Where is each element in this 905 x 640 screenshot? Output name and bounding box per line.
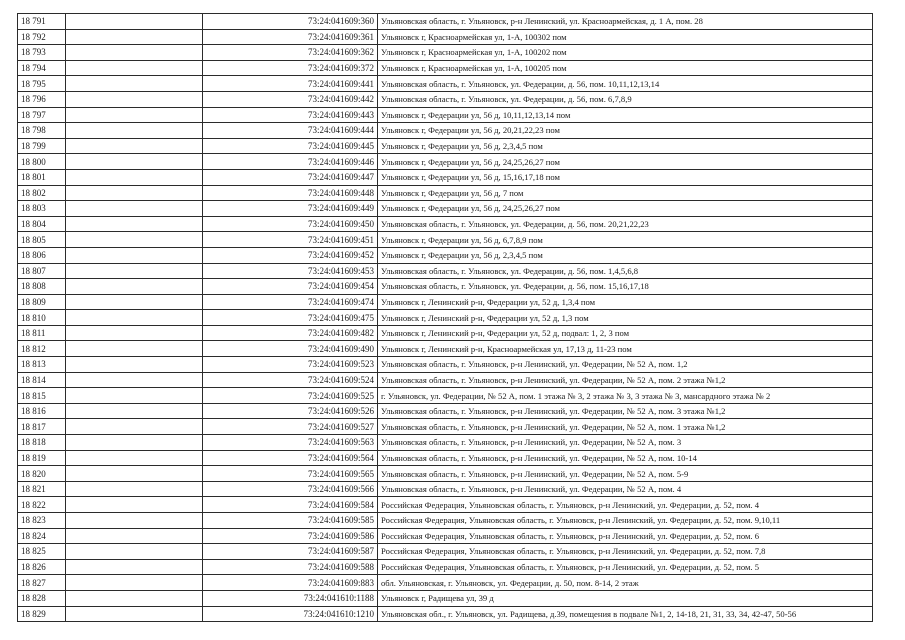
row-number-cell: 18 808 — [18, 279, 66, 295]
table-row — [18, 388, 873, 404]
row-number-cell: 18 817 — [18, 419, 66, 435]
cadastral-number-cell: 73:24:041609:444 — [203, 123, 378, 139]
table-row — [18, 154, 873, 170]
address-cell: Ульяновск г, Ленинский р-н, Федерации ул, 52 д, 1,3 пом — [378, 310, 873, 326]
cadastral-number-cell: 73:24:041609:452 — [203, 247, 378, 263]
cadastral-number-cell: 73:24:041609:523 — [203, 357, 378, 373]
address-cell: Ульяновск г, Ленинский р-н, Красноармейская ул, 17,13 д, 11-23 пом — [378, 341, 873, 357]
cadastral-number-cell: 73:24:041609:482 — [203, 325, 378, 341]
empty-cell — [66, 450, 203, 466]
table-row — [18, 232, 873, 248]
address-cell: Ульяновск г, Ленинский р-н, Федерации ул, 52 д, подвал: 1, 2, 3 пом — [378, 325, 873, 341]
empty-cell — [66, 138, 203, 154]
empty-cell — [66, 76, 203, 92]
address-cell: Ульяновская область, г. Ульяновск, р-н Ленинский, ул. Красноармейская, д. 1 А, пом. 28 — [378, 14, 873, 30]
cadastral-number-cell: 73:24:041609:443 — [203, 107, 378, 123]
empty-cell — [66, 310, 203, 326]
row-number-cell: 18 829 — [18, 606, 66, 622]
table-row — [18, 606, 873, 622]
address-cell: Ульяновская область, г. Ульяновск, р-н Ленинский, ул. Федерации, № 52 А, пом. 2 этажа №1,2 — [378, 372, 873, 388]
address-cell: Ульяновск г, Ленинский р-н, Федерации ул, 52 д, 1,3,4 пом — [378, 294, 873, 310]
address-cell: Ульяновск г, Красноармейская ул, 1-А, 100202 пом — [378, 45, 873, 61]
cadastral-number-cell: 73:24:041609:447 — [203, 169, 378, 185]
address-cell: Ульяновск г, Федерации ул, 56 д, 10,11,12,13,14 пом — [378, 107, 873, 123]
empty-cell — [66, 201, 203, 217]
empty-cell — [66, 341, 203, 357]
table-row — [18, 590, 873, 606]
empty-cell — [66, 497, 203, 513]
cadastral-number-cell: 73:24:041609:442 — [203, 91, 378, 107]
row-number-cell: 18 792 — [18, 29, 66, 45]
table-row — [18, 419, 873, 435]
cadastral-number-cell: 73:24:041609:525 — [203, 388, 378, 404]
address-cell: Ульяновская область, г. Ульяновск, ул. Федерации, д. 56, пом. 10,11,12,13,14 — [378, 76, 873, 92]
address-cell: Ульяновск г, Федерации ул, 56 д, 24,25,26,27 пом — [378, 201, 873, 217]
table-row — [18, 357, 873, 373]
row-number-cell: 18 804 — [18, 216, 66, 232]
table-row — [18, 528, 873, 544]
row-number-cell: 18 810 — [18, 310, 66, 326]
address-cell: Российская Федерация, Ульяновская область, г. Ульяновск, р-н Ленинский, ул. Федерации, д. 52, пом. 5 — [378, 559, 873, 575]
table-row — [18, 123, 873, 139]
table-row — [18, 450, 873, 466]
registry-body — [18, 14, 873, 622]
row-number-cell: 18 797 — [18, 107, 66, 123]
address-cell: Российская Федерация, Ульяновская область, г. Ульяновск, р-н Ленинский, ул. Федерации, д. 52, пом. 6 — [378, 528, 873, 544]
address-cell: Ульяновск г, Радищева ул, 39 д — [378, 590, 873, 606]
table-row — [18, 341, 873, 357]
cadastral-number-cell: 73:24:041609:454 — [203, 279, 378, 295]
address-cell: Ульяновск г, Федерации ул, 56 д, 20,21,22,23 пом — [378, 123, 873, 139]
table-row — [18, 29, 873, 45]
cadastral-number-cell: 73:24:041609:526 — [203, 403, 378, 419]
table-row — [18, 372, 873, 388]
table-row — [18, 185, 873, 201]
row-number-cell: 18 802 — [18, 185, 66, 201]
row-number-cell: 18 821 — [18, 481, 66, 497]
row-number-cell: 18 791 — [18, 14, 66, 30]
empty-cell — [66, 513, 203, 529]
empty-cell — [66, 107, 203, 123]
row-number-cell: 18 826 — [18, 559, 66, 575]
empty-cell — [66, 575, 203, 591]
row-number-cell: 18 823 — [18, 513, 66, 529]
address-cell: Ульяновская область, г. Ульяновск, ул. Федерации, д. 56, пом. 1,4,5,6,8 — [378, 263, 873, 279]
row-number-cell: 18 793 — [18, 45, 66, 61]
row-number-cell: 18 811 — [18, 325, 66, 341]
empty-cell — [66, 91, 203, 107]
row-number-cell: 18 828 — [18, 590, 66, 606]
cadastral-number-cell: 73:24:041609:372 — [203, 60, 378, 76]
address-cell: Ульяновск г, Федерации ул, 56 д, 15,16,17,18 пом — [378, 169, 873, 185]
row-number-cell: 18 805 — [18, 232, 66, 248]
address-cell: Ульяновская область, г. Ульяновск, р-н Ленинский, ул. Федерации, № 52 А, пом. 10-14 — [378, 450, 873, 466]
row-number-cell: 18 822 — [18, 497, 66, 513]
empty-cell — [66, 357, 203, 373]
empty-cell — [66, 544, 203, 560]
row-number-cell: 18 809 — [18, 294, 66, 310]
address-cell: Ульяновская область, г. Ульяновск, ул. Федерации, д. 56, пом. 6,7,8,9 — [378, 91, 873, 107]
table-row — [18, 216, 873, 232]
table-row — [18, 513, 873, 529]
address-cell: Ульяновск г, Федерации ул, 56 д, 6,7,8,9 пом — [378, 232, 873, 248]
row-number-cell: 18 824 — [18, 528, 66, 544]
address-cell: Российская Федерация, Ульяновская область, г. Ульяновск, р-н Ленинский, ул. Федерации, д. 52, пом. 7,8 — [378, 544, 873, 560]
table-row — [18, 544, 873, 560]
address-cell: Ульяновская область, г. Ульяновск, ул. Федерации, д. 56, пом. 20,21,22,23 — [378, 216, 873, 232]
table-row — [18, 481, 873, 497]
table-row — [18, 497, 873, 513]
empty-cell — [66, 481, 203, 497]
empty-cell — [66, 263, 203, 279]
table-row — [18, 325, 873, 341]
cadastral-number-cell: 73:24:041609:883 — [203, 575, 378, 591]
table-row — [18, 247, 873, 263]
cadastral-number-cell: 73:24:041609:361 — [203, 29, 378, 45]
cadastral-number-cell: 73:24:041609:474 — [203, 294, 378, 310]
cadastral-number-cell: 73:24:041609:524 — [203, 372, 378, 388]
cadastral-number-cell: 73:24:041609:362 — [203, 45, 378, 61]
address-cell: обл. Ульяновская, г. Ульяновск, ул. Федерации, д. 50, пом. 8-14, 2 этаж — [378, 575, 873, 591]
empty-cell — [66, 123, 203, 139]
cadastral-number-cell: 73:24:041609:453 — [203, 263, 378, 279]
row-number-cell: 18 795 — [18, 76, 66, 92]
table-row — [18, 60, 873, 76]
cadastral-number-cell: 73:24:041609:563 — [203, 435, 378, 451]
empty-cell — [66, 185, 203, 201]
empty-cell — [66, 45, 203, 61]
row-number-cell: 18 818 — [18, 435, 66, 451]
empty-cell — [66, 559, 203, 575]
row-number-cell: 18 800 — [18, 154, 66, 170]
row-number-cell: 18 815 — [18, 388, 66, 404]
row-number-cell: 18 820 — [18, 466, 66, 482]
row-number-cell: 18 799 — [18, 138, 66, 154]
table-row — [18, 201, 873, 217]
cadastral-number-cell: 73:24:041609:441 — [203, 76, 378, 92]
table-row — [18, 45, 873, 61]
address-cell: Ульяновская область, г. Ульяновск, р-н Ленинский, ул. Федерации, № 52 А, пом. 3 этажа №1,2 — [378, 403, 873, 419]
table-row — [18, 559, 873, 575]
empty-cell — [66, 388, 203, 404]
address-cell: Ульяновская область, г. Ульяновск, р-н Ленинский, ул. Федерации, № 52 А, пом. 3 — [378, 435, 873, 451]
cadastral-number-cell: 73:24:041609:585 — [203, 513, 378, 529]
empty-cell — [66, 294, 203, 310]
row-number-cell: 18 796 — [18, 91, 66, 107]
table-row — [18, 263, 873, 279]
row-number-cell: 18 816 — [18, 403, 66, 419]
registry-table — [17, 13, 873, 622]
table-row — [18, 91, 873, 107]
row-number-cell: 18 814 — [18, 372, 66, 388]
empty-cell — [66, 247, 203, 263]
row-number-cell: 18 803 — [18, 201, 66, 217]
empty-cell — [66, 325, 203, 341]
address-cell: Ульяновск г, Федерации ул, 56 д, 24,25,26,27 пом — [378, 154, 873, 170]
cadastral-number-cell: 73:24:041609:564 — [203, 450, 378, 466]
empty-cell — [66, 279, 203, 295]
address-cell: Ульяновская область, г. Ульяновск, р-н Ленинский, ул. Федерации, № 52 А, пом. 1 этажа №1,2 — [378, 419, 873, 435]
empty-cell — [66, 29, 203, 45]
cadastral-number-cell: 73:24:041609:445 — [203, 138, 378, 154]
address-cell: Ульяновск г, Красноармейская ул, 1-А, 100205 пом — [378, 60, 873, 76]
address-cell: Ульяновская область, г. Ульяновск, ул. Федерации, д. 56, пом. 15,16,17,18 — [378, 279, 873, 295]
row-number-cell: 18 806 — [18, 247, 66, 263]
table-row — [18, 107, 873, 123]
cadastral-number-cell: 73:24:041609:475 — [203, 310, 378, 326]
cadastral-number-cell: 73:24:041609:565 — [203, 466, 378, 482]
cadastral-number-cell: 73:24:041609:451 — [203, 232, 378, 248]
table-row — [18, 310, 873, 326]
address-cell: Российская Федерация, Ульяновская область, г. Ульяновск, р-н Ленинский, ул. Федерации, д. 52, пом. 4 — [378, 497, 873, 513]
cadastral-number-cell: 73:24:041609:449 — [203, 201, 378, 217]
table-row — [18, 169, 873, 185]
empty-cell — [66, 154, 203, 170]
row-number-cell: 18 827 — [18, 575, 66, 591]
empty-cell — [66, 419, 203, 435]
cadastral-number-cell: 73:24:041609:446 — [203, 154, 378, 170]
address-cell: Ульяновск г, Федерации ул, 56 д, 2,3,4,5 пом — [378, 247, 873, 263]
row-number-cell: 18 798 — [18, 123, 66, 139]
address-cell: Ульяновская область, г. Ульяновск, р-н Ленинский, ул. Федерации, № 52 А, пом. 4 — [378, 481, 873, 497]
empty-cell — [66, 216, 203, 232]
empty-cell — [66, 528, 203, 544]
table-row — [18, 403, 873, 419]
table-row — [18, 294, 873, 310]
cadastral-number-cell: 73:24:041609:586 — [203, 528, 378, 544]
cadastral-number-cell: 73:24:041609:527 — [203, 419, 378, 435]
row-number-cell: 18 819 — [18, 450, 66, 466]
empty-cell — [66, 169, 203, 185]
cadastral-number-cell: 73:24:041609:448 — [203, 185, 378, 201]
cadastral-number-cell: 73:24:041609:360 — [203, 14, 378, 30]
cadastral-number-cell: 73:24:041609:450 — [203, 216, 378, 232]
row-number-cell: 18 812 — [18, 341, 66, 357]
table-row — [18, 466, 873, 482]
table-row — [18, 14, 873, 30]
row-number-cell: 18 807 — [18, 263, 66, 279]
empty-cell — [66, 403, 203, 419]
empty-cell — [66, 435, 203, 451]
empty-cell — [66, 232, 203, 248]
cadastral-number-cell: 73:24:041610:1210 — [203, 606, 378, 622]
address-cell: Ульяновск г, Красноармейская ул, 1-А, 100302 пом — [378, 29, 873, 45]
table-row — [18, 279, 873, 295]
table-row — [18, 138, 873, 154]
cadastral-number-cell: 73:24:041609:584 — [203, 497, 378, 513]
cadastral-number-cell: 73:24:041610:1188 — [203, 590, 378, 606]
table-row — [18, 76, 873, 92]
cadastral-number-cell: 73:24:041609:490 — [203, 341, 378, 357]
address-cell: Ульяновская обл., г. Ульяновск, ул. Радищева, д.39, помещения в подвале №1, 2, 14-18, 21, 31, 33, 34, 42-47, 50-56 — [378, 606, 873, 622]
empty-cell — [66, 466, 203, 482]
row-number-cell: 18 825 — [18, 544, 66, 560]
row-number-cell: 18 801 — [18, 169, 66, 185]
table-row — [18, 575, 873, 591]
row-number-cell: 18 813 — [18, 357, 66, 373]
row-number-cell: 18 794 — [18, 60, 66, 76]
address-cell: Ульяновская область, г. Ульяновск, р-н Ленинский, ул. Федерации, № 52 А, пом. 5-9 — [378, 466, 873, 482]
cadastral-number-cell: 73:24:041609:588 — [203, 559, 378, 575]
empty-cell — [66, 606, 203, 622]
address-cell: г. Ульяновск, ул. Федерации, № 52 А, пом. 1 этажа № 3, 2 этажа № 3, 3 этажа № 3, мансардного этажа № 2 — [378, 388, 873, 404]
cadastral-number-cell: 73:24:041609:566 — [203, 481, 378, 497]
empty-cell — [66, 372, 203, 388]
empty-cell — [66, 60, 203, 76]
empty-cell — [66, 14, 203, 30]
empty-cell — [66, 590, 203, 606]
table-row — [18, 435, 873, 451]
address-cell: Ульяновск г, Федерации ул, 56 д, 7 пом — [378, 185, 873, 201]
address-cell: Российская Федерация, Ульяновская область, г. Ульяновск, р-н Ленинский, ул. Федерации, д. 52, пом. 9,10,11 — [378, 513, 873, 529]
address-cell: Ульяновская область, г. Ульяновск, р-н Ленинский, ул. Федерации, № 52 А, пом. 1,2 — [378, 357, 873, 373]
cadastral-number-cell: 73:24:041609:587 — [203, 544, 378, 560]
address-cell: Ульяновск г, Федерации ул, 56 д, 2,3,4,5 пом — [378, 138, 873, 154]
